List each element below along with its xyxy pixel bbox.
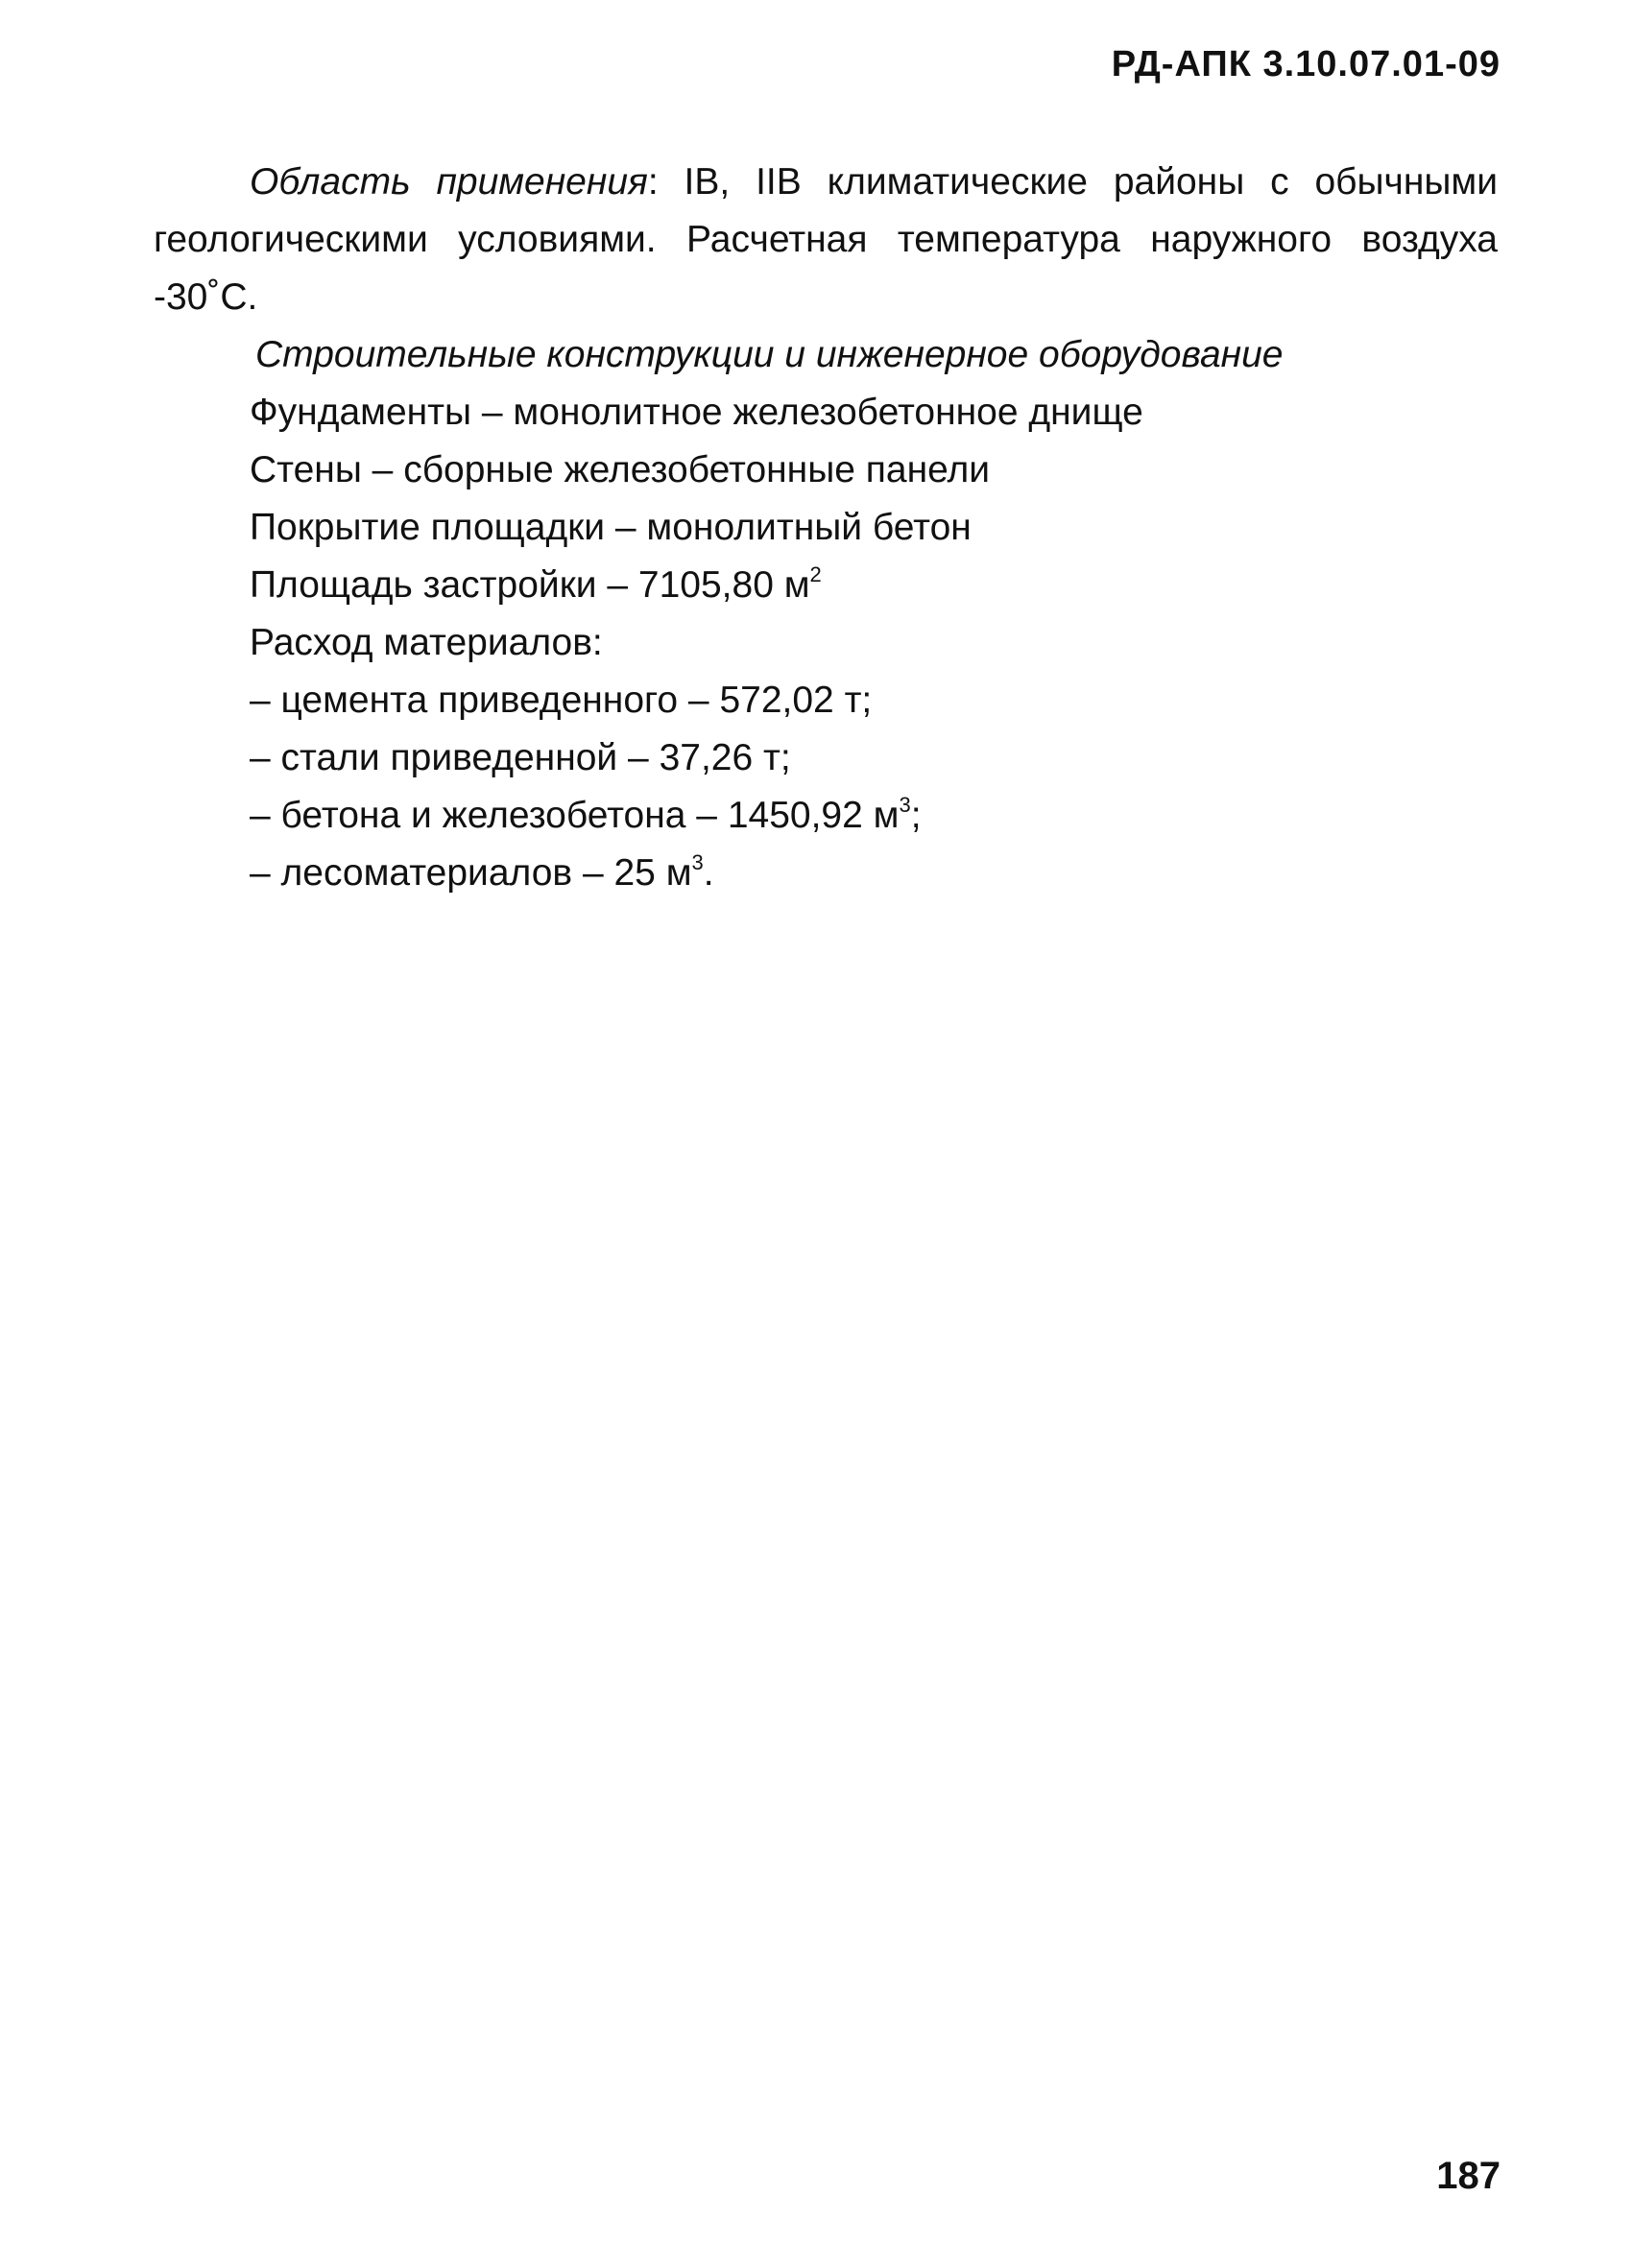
materials-title: Расход материалов: bbox=[250, 622, 603, 663]
material-cement: – цемента приведенного – 572,02 т; bbox=[250, 680, 873, 721]
concrete-tail: ; bbox=[910, 795, 922, 836]
material-steel: – стали приведенной – 37,26 т; bbox=[250, 737, 791, 778]
document-body bbox=[154, 154, 1498, 902]
spec-site-cover: Покрытие площадки – монолитный бетон bbox=[250, 507, 972, 548]
section-title: Строительные конструкции и инженерное оборудование bbox=[255, 334, 1284, 375]
spec-walls: Стены – сборные железобетонные панели bbox=[250, 449, 991, 490]
document-code-header: РД-АПК 3.10.07.01-09 bbox=[1111, 44, 1501, 84]
concrete-unit-exponent: 3 bbox=[899, 793, 911, 817]
spec-foundations: Фундаменты – монолитное железобетонное днище bbox=[250, 392, 1143, 433]
material-concrete bbox=[154, 787, 1498, 845]
material-timber bbox=[154, 845, 1498, 902]
spec-building-area bbox=[154, 557, 1498, 614]
building-area-unit-exponent: 2 bbox=[809, 562, 822, 586]
timber-text: – лесоматериалов – 25 м bbox=[250, 852, 692, 894]
scope-text: : IB, IIB климатические районы с обычными геологическими условиями. Расчетная температура наружного воздуха -30˚С. bbox=[154, 161, 1498, 318]
timber-tail: . bbox=[703, 852, 714, 894]
concrete-text: – бетона и железобетона – 1450,92 м bbox=[250, 795, 900, 836]
scope-paragraph bbox=[154, 154, 1498, 326]
timber-unit-exponent: 3 bbox=[691, 850, 704, 874]
building-area-text: Площадь застройки – 7105,80 м bbox=[250, 564, 810, 606]
page-number: 187 bbox=[1436, 2155, 1501, 2197]
scope-label: Область применения bbox=[250, 161, 648, 203]
